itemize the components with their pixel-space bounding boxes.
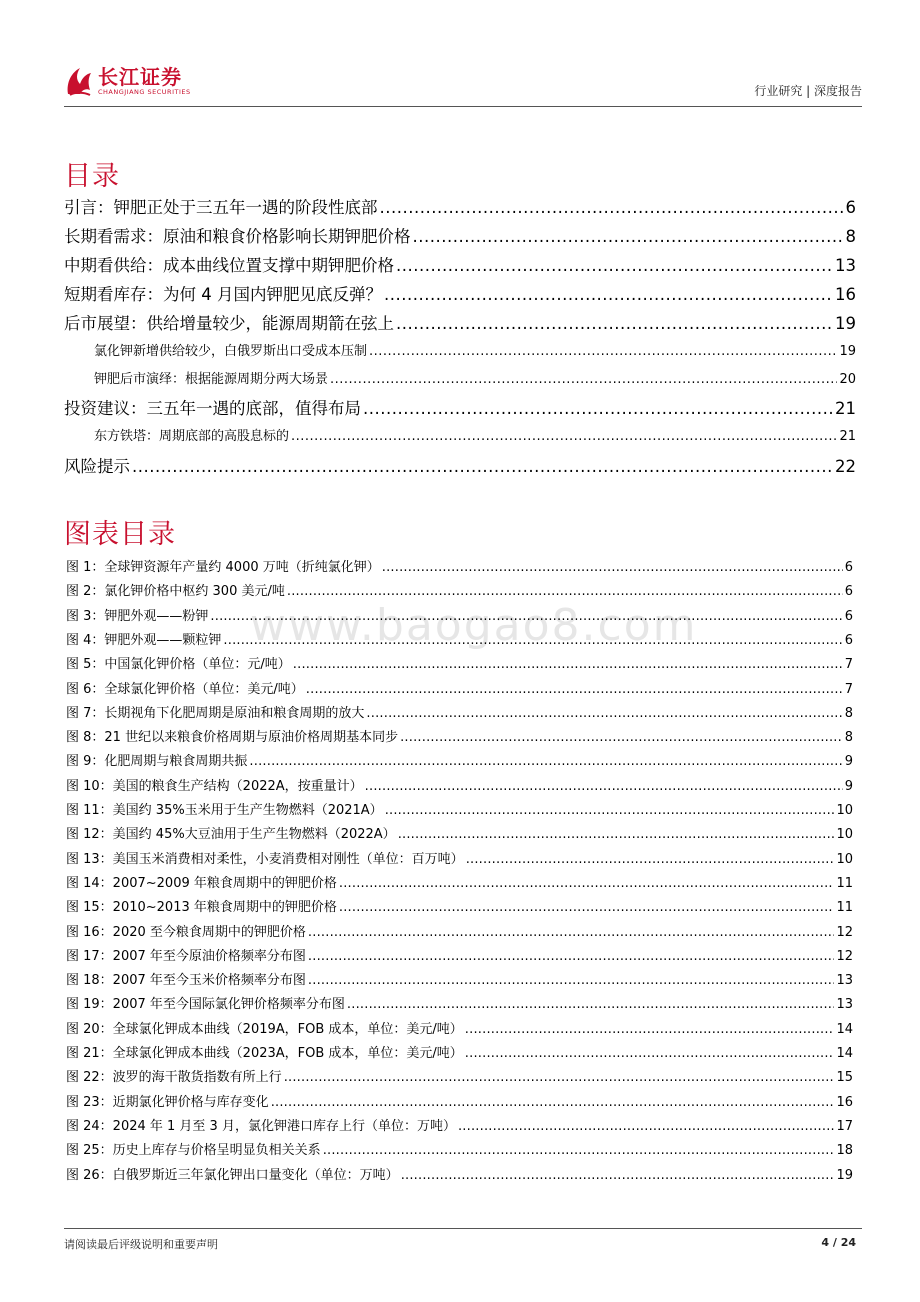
figure-entry[interactable] [66, 1166, 853, 1186]
figure-entry-title: 图 6：全球氯化钾价格（单位：美元/吨） [66, 681, 304, 697]
dot-leader [306, 680, 843, 700]
figure-entry-page: 14 [836, 1046, 853, 1061]
figure-entry-page: 18 [836, 1143, 853, 1159]
dot-leader [365, 777, 843, 797]
figure-entry-page: 12 [836, 948, 853, 964]
figure-entry-title: 图 5：中国氯化钾价格（单位：元/吨） [66, 657, 291, 673]
dot-leader [330, 370, 837, 390]
figure-entry-title: 图 12：美国约 45%大豆油用于生产生物燃料（2022A） [66, 827, 396, 843]
figure-entry[interactable] [66, 898, 853, 918]
dot-leader [398, 825, 835, 845]
dot-leader [384, 283, 833, 307]
figure-entry-page: 9 [844, 754, 853, 770]
figure-entry-page: 6 [844, 608, 853, 624]
figure-entry-title: 图 3：钾肥外观——粉钾 [66, 608, 209, 624]
figure-entry-title: 图 21：全球氯化钾成本曲线（2023A，FOB 成本，单位：美元/吨） [66, 1046, 463, 1061]
figure-entry-page: 10 [836, 851, 853, 867]
figure-entry[interactable] [66, 995, 853, 1015]
figure-entry[interactable] [66, 631, 853, 651]
toc-entry-page: 20 [839, 372, 856, 387]
figure-entry-title: 图 24：2024 年 1 月至 3 月，氯化钾港口库存上行（单位：万吨） [66, 1118, 456, 1134]
figure-entry-title: 图 20：全球氯化钾成本曲线（2019A，FOB 成本，单位：美元/吨） [66, 1021, 463, 1037]
figure-entry-title: 图 13：美国玉米消费相对柔性，小麦消费相对刚性（单位：百万吨） [66, 851, 464, 867]
toc-entry[interactable] [94, 427, 856, 447]
figure-entry[interactable] [66, 607, 853, 627]
dot-leader [308, 971, 835, 991]
figure-entry-title: 图 26：白俄罗斯近三年氯化钾出口量变化（单位：万吨） [66, 1167, 399, 1183]
logo-cn-text: 长江证券 [98, 65, 182, 89]
figure-entry-page: 11 [836, 875, 853, 891]
figure-entry[interactable] [66, 1117, 853, 1137]
dot-leader [401, 1166, 835, 1186]
dot-leader [363, 397, 833, 421]
toc-entry-title: 长期看需求：原油和粮食价格影响长期钾肥价格 [64, 227, 411, 246]
dot-leader [249, 752, 842, 772]
figure-entry-page: 7 [844, 657, 853, 673]
toc-entry-page: 19 [835, 314, 856, 333]
figure-entry-page: 6 [844, 560, 853, 575]
dot-leader [366, 704, 842, 724]
figure-entry-title: 图 18：2007 年至今玉米价格频率分布图 [66, 973, 306, 989]
toc-entry-title: 风险提示 [64, 457, 130, 476]
footer-disclaimer: 请阅读最后评级说明和重要声明 [64, 1238, 218, 1251]
dot-leader [339, 898, 835, 918]
dot-leader [458, 1117, 834, 1137]
dot-leader [339, 874, 835, 894]
toc-entry-page: 22 [835, 457, 856, 476]
dot-leader [293, 655, 843, 675]
figure-entry[interactable] [66, 874, 853, 894]
toc-entry[interactable] [64, 397, 856, 421]
toc-title: 目录 [64, 161, 120, 192]
figure-entry-page: 15 [836, 1070, 853, 1086]
toc-entry-title: 短期看库存：为何 4 月国内钾肥见底反弹？ [64, 285, 382, 304]
toc-entry-page: 19 [839, 344, 856, 359]
dot-leader [465, 1044, 835, 1064]
figure-entry[interactable] [66, 728, 853, 748]
dot-leader [323, 1141, 835, 1161]
figure-entry[interactable] [66, 1068, 853, 1088]
dot-leader [347, 995, 835, 1015]
dot-leader [291, 427, 837, 447]
toc-entry-title: 氯化钾新增供给较少，白俄罗斯出口受成本压制 [94, 344, 368, 359]
toc-entry[interactable] [64, 283, 856, 307]
watermark: www.baogao8.com [250, 600, 698, 651]
figure-entry-page: 13 [836, 997, 853, 1013]
toc-entry-title: 东方铁塔：周期底部的高股息标的 [94, 429, 290, 444]
toc-entry-title: 中期看供给：成本曲线位置支撑中期钾肥价格 [64, 256, 394, 275]
figure-entry-page: 7 [844, 681, 853, 697]
figure-entry[interactable] [66, 1020, 853, 1040]
toc-entry[interactable] [64, 225, 856, 249]
figure-entry-page: 6 [844, 632, 853, 648]
toc-entry[interactable] [94, 370, 856, 390]
figure-entry[interactable] [66, 582, 853, 602]
figure-entry-page: 19 [836, 1167, 853, 1183]
figure-entry[interactable] [66, 752, 853, 772]
figure-entry[interactable] [66, 923, 853, 943]
figure-entry[interactable] [66, 801, 853, 821]
dot-leader [287, 582, 843, 602]
figure-entry-page: 8 [844, 705, 853, 721]
figure-entry-page: 12 [836, 924, 853, 940]
figures-title: 图表目录 [64, 519, 176, 550]
report-category: 行业研究 | 深度报告 [754, 84, 862, 98]
toc-entry-title: 投资建议：三五年一遇的底部，值得布局 [64, 399, 361, 418]
figure-entry[interactable] [66, 680, 853, 700]
toc-entry-page: 8 [845, 227, 856, 246]
figure-entry[interactable] [66, 825, 853, 845]
figure-entry-title: 图 16：2020 至今粮食周期中的钾肥价格 [66, 924, 306, 940]
figure-entry-page: 16 [836, 1094, 853, 1110]
figure-entry-title: 图 11：美国约 35%玉米用于生产生物燃料（2021A） [66, 803, 383, 818]
dot-leader [308, 947, 835, 967]
dot-leader [396, 254, 833, 278]
figure-entry[interactable] [66, 850, 853, 870]
figure-entry-page: 10 [836, 803, 853, 818]
dot-leader [465, 1020, 835, 1040]
dot-leader [413, 225, 844, 249]
figure-entry-page: 11 [836, 900, 853, 916]
figure-entry-page: 8 [844, 730, 853, 746]
figure-entry[interactable] [66, 777, 853, 797]
figure-entry-page: 17 [836, 1118, 853, 1134]
company-logo [64, 64, 191, 98]
figure-entry-title: 图 8：21 世纪以来粮食价格周期与原油价格周期基本同步 [66, 730, 399, 746]
dot-leader [223, 631, 842, 651]
logo-en-text: CHANGJIANG SECURITIES [98, 88, 191, 96]
figure-entry[interactable] [66, 1093, 853, 1113]
figure-entry-page: 14 [836, 1021, 853, 1037]
figure-entry-title: 图 2：氯化钾价格中枢约 300 美元/吨 [66, 584, 285, 600]
figure-entry-page: 10 [836, 827, 853, 843]
dot-leader [385, 801, 835, 821]
dot-leader [466, 850, 835, 870]
dot-leader [210, 607, 842, 627]
figure-entry[interactable] [66, 558, 853, 578]
footer-divider [64, 1228, 862, 1229]
dot-leader [382, 558, 843, 578]
figure-entry-title: 图 10：美国的粮食生产结构（2022A，按重量计） [66, 778, 363, 794]
figure-entry[interactable] [66, 971, 853, 991]
toc-entry-page: 21 [839, 429, 856, 444]
toc-entry-page: 16 [835, 285, 856, 304]
figure-entry-title: 图 25：历史上库存与价格呈明显负相关关系 [66, 1143, 321, 1159]
figure-entry[interactable] [66, 1141, 853, 1161]
page-header [64, 62, 862, 104]
figure-entry-title: 图 17：2007 年至今原油价格频率分布图 [66, 948, 306, 964]
figure-entry-title: 图 9：化肥周期与粮食周期共振 [66, 754, 248, 770]
toc-entry[interactable] [64, 455, 856, 479]
dot-leader [308, 923, 835, 943]
page-number: 4 / 24 [821, 1236, 856, 1249]
dot-leader [396, 312, 833, 336]
toc-entry-page: 21 [835, 399, 856, 418]
figure-entry-title: 图 4：钾肥外观——颗粒钾 [66, 632, 222, 648]
dot-leader [284, 1068, 835, 1088]
figure-entry[interactable] [66, 1044, 853, 1064]
figure-entry-title: 图 1：全球钾资源年产量约 4000 万吨（折纯氯化钾） [66, 560, 380, 575]
toc-entry[interactable] [64, 196, 856, 220]
header-divider [64, 106, 862, 107]
toc-entry-page: 6 [845, 198, 856, 217]
figure-entry-title: 图 22：波罗的海干散货指数有所上行 [66, 1070, 282, 1086]
toc-entry-title: 后市展望：供给增量较少，能源周期箭在弦上 [64, 314, 394, 333]
toc-entry-title: 引言：钾肥正处于三五年一遇的阶段性底部 [64, 198, 378, 217]
figure-entry-page: 9 [844, 778, 853, 794]
logo-mark-icon [64, 64, 94, 98]
figure-entry-title: 图 7：长期视角下化肥周期是原油和粮食周期的放大 [66, 705, 365, 721]
figure-entry-title: 图 14：2007~2009 年粮食周期中的钾肥价格 [66, 875, 337, 891]
figure-entry-title: 图 15：2010~2013 年粮食周期中的钾肥价格 [66, 900, 337, 916]
dot-leader [380, 196, 844, 220]
dot-leader [400, 728, 843, 748]
figure-entry[interactable] [66, 655, 853, 675]
figure-entry[interactable] [66, 704, 853, 724]
figure-entry[interactable] [66, 947, 853, 967]
toc-entry[interactable] [94, 342, 856, 362]
toc-entry[interactable] [64, 312, 856, 336]
figure-entry-page: 6 [844, 584, 853, 600]
dot-leader [369, 342, 837, 362]
dot-leader [271, 1093, 835, 1113]
figure-entry-title: 图 23：近期氯化钾价格与库存变化 [66, 1094, 269, 1110]
toc-entry-title: 钾肥后市演绎：根据能源周期分两大场景 [94, 372, 329, 387]
toc-entry[interactable] [64, 254, 856, 278]
dot-leader [132, 455, 833, 479]
figure-entry-title: 图 19：2007 年至今国际氯化钾价格频率分布图 [66, 997, 345, 1013]
toc-entry-page: 13 [835, 256, 856, 275]
figure-entry-page: 13 [836, 973, 853, 989]
